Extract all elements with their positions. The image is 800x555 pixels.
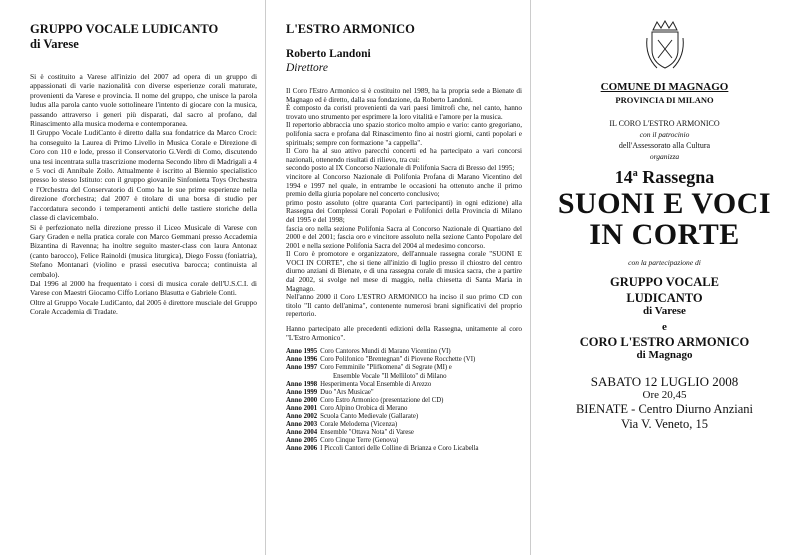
edition-choir: I Piccoli Cantori delle Colline di Brianza e Coro Licabella — [320, 445, 479, 453]
edition-row — [286, 413, 522, 421]
edition-year: Anno 1996 — [286, 356, 318, 364]
organizza-label: organizza — [649, 152, 680, 161]
estro-paragraph: Il Coro è promotore e organizzatore, dell'annuale rassegna corale "SUONI E VOCI IN CORTE", che si tiene all'inizio di luglio presso il chiostro del centro diurno anziani di Bienate, e di una rassegna corale di musica sacra, che a partire dal 2002, si svolge nel mese di maggio, nella chiesetta di Santa Maria in Magnago. — [286, 250, 522, 293]
poster-column — [530, 0, 800, 555]
edition-year: Anno 2004 — [286, 429, 318, 437]
estro-paragraph: secondo posto al IX Concorso Nazionale di Polifonia Sacra di Bresso del 1995; — [286, 164, 515, 173]
edition-choir: Coro Cantores Mundi di Marano Vicentino (VI) — [320, 348, 451, 356]
edition-row — [286, 373, 522, 381]
coat-of-arms-icon — [643, 18, 687, 72]
estro-paragraph: primo posto assoluto (oltre quaranta Cori partecipanti) in ogni edizione) alla Rassegna dei Complessi Corali Popolari e Polifonici della Provincia di Milano del 1995 e del 1998; — [286, 198, 522, 224]
editions-intro: Hanno partecipato alle precedenti edizioni della Rassegna, unitamente al coro "L'Estro Armonico". — [286, 325, 522, 342]
edition-choir: Coro Polifonico "Brentegnan" di Piovene Rocchette (VI) — [320, 356, 476, 364]
edition-row — [286, 397, 522, 405]
ludicanto-paragraph: Il Gruppo Vocale LudiCanto è diretto dalla sua fondatrice da Marco Croci: ha conseguito la Laurea di Primo Livello in Musica Corale e Direzione di Coro con 110 e lode, presso il Conservatorio G.Verdi di Como, discutendo una tesi incentrata sulla trascrizione moderna Secondo libro di Madrigali a 4 e 5 voci di Annibale Zoilo. Attualmente è iscritto al Biennio specialistico presso lo stesso Istituto: con il gruppo giovanile Sinfonietta Toys Orchestra e l'Orchestra del Conservatorio di Como ha le sue prime esperienze nella direzione d'orchestra; dal 2007 è titolare di una borsa di studio per l'accordatura secondo i temperamenti antichi delle tastiere storiche della classe di clavicembalo. — [30, 128, 257, 223]
edition-choir: Scuola Canto Medievale (Gallarate) — [320, 412, 419, 420]
edition-row — [286, 421, 522, 429]
edition-row — [286, 405, 522, 413]
group2-name: CORO L'ESTRO ARMONICO — [579, 335, 750, 349]
edition-choir: Coro Alpino Orobica di Merano — [320, 404, 408, 412]
edition-row — [286, 348, 522, 356]
event-venue: BIENATE - Centro Diurno Anziani — [575, 402, 754, 416]
group1-line1: GRUPPO VOCALE — [610, 275, 719, 289]
director-role: Direttore — [286, 62, 328, 74]
edition-choir: Ensemble Vocale "Il Melliloto" di Milano — [333, 372, 447, 380]
ludicanto-paragraph: Si è perfezionato nella direzione presso il Liceo Musicale di Varese con Gary Graden e nella pratica corale con Marco Gemmani presso Accademia Bizantina di Ravenna; ha inoltre seguito master-class con laura Antonaz (canto barocco), Felice Rainoldi (musica liturgica), Diego Fossu (fonìatria), Stefano Montanari (violino e prassi esecutiva barocca; continuista al cembalo). — [30, 222, 257, 279]
patrocinio-label: con il patrocinio — [639, 130, 690, 139]
estro-paragraph: Il repertorio abbraccia uno spazio storico molto ampio e vario: canto gregoriano, polifonia sacra e profana dal Rinascimento fino ai nostri giorni, canti popolari e spirituals; sempre con formazione "a cappella". — [286, 121, 522, 147]
edition-row — [286, 381, 522, 389]
edition-choir: Coro Estro Armonico (presentazione del CD) — [320, 396, 444, 404]
edition-row — [286, 437, 522, 445]
edition-year: Anno 2001 — [286, 404, 318, 412]
ludicanto-paragraph: Si è costituito a Varese all'inizio del 2007 ad opera di un gruppo di appassionati di varie nazionalità con diverse esperienze corali maturate, provenienti da Varese e provincia. Il nome del gruppo, che unisce la parola ludus alla parola canto vuole sottolineare l'intento di giocare con la musica, passando attraverso i generi più disparati, dal sacro al profano, dal Rinascimento alla musica moderna e contemporanea. — [30, 72, 257, 129]
rassegna-word: Rassegna — [642, 167, 715, 187]
edition-choir: Hesperimenta Vocal Ensemble di Arezzo — [320, 380, 432, 388]
edition-year: Anno 1999 — [286, 388, 318, 396]
coro-organizer: IL CORO L'ESTRO ARMONICO — [609, 119, 720, 128]
editions-list — [286, 348, 522, 453]
estro-paragraph: Nell'anno 2000 il Coro L'ESTRO ARMONICO ha inciso il suo primo CD con titolo "Il canto dell'anima", contenente numerosi brani significativi del proprio repertorio. — [286, 293, 522, 319]
edition-year: Anno 2003 — [286, 421, 318, 429]
event-time: Ore 20,45 — [642, 389, 687, 401]
edition-row — [286, 389, 522, 397]
ludicanto-subtitle: di Varese — [30, 37, 79, 51]
director-name: Roberto Landoni — [286, 48, 371, 60]
estro-paragraph: vincitore al Concorso Nazionale di Polifonia Profana di Marano Vicentino del 1994 e 1997 nel quale, in entrambe le occasioni ha ottenuto anche il primo premio della giuria popolare nel concerto conclusivo; — [286, 172, 522, 199]
group1-place: di Varese — [643, 305, 686, 317]
ludicanto-body — [30, 72, 257, 317]
ludicanto-column — [0, 0, 265, 555]
and-label: e — [662, 321, 667, 333]
event-title-line1: SUONI E VOCI — [557, 187, 772, 220]
edition-row — [286, 356, 522, 364]
estro-paragraph: Il Coro ha al suo attivo parecchi concerti ed ha partecipato a vari concorsi nazionali, ottenendo risultati di rilievo, tra cui: — [286, 147, 522, 164]
rassegna-number: 14 — [614, 167, 633, 187]
edition-row — [286, 445, 522, 453]
estro-paragraph: Il Coro l'Estro Armonico si è costituito nel 1989, ha la propria sede a Bienate di Magnago ed è diretto, dalla sua fondazione, da Roberto Landoni. — [286, 87, 522, 104]
assessorato-label: dell'Assessorato alla Cultura — [618, 141, 711, 150]
ludicanto-title: GRUPPO VOCALE LUDICANTO — [30, 22, 219, 36]
event-address: Via V. Veneto, 15 — [620, 417, 709, 431]
rassegna-ordinal: a — [632, 168, 638, 179]
edition-year: Anno 1997 — [286, 364, 318, 372]
edition-choir: Coro Cinque Terre (Genova) — [320, 437, 399, 445]
edition-year: Anno 1995 — [286, 348, 318, 356]
estro-paragraph: È composto da coristi provenienti da vari paesi limitrofi che, nel canto, hanno trovato uno strumento per esprimere la loro vitalità e l'amore per la musica. — [286, 104, 522, 121]
comune-title: COMUNE DI MAGNAGO — [600, 81, 729, 93]
edition-row — [286, 364, 522, 372]
edition-choir: Duo "Ars Musicae" — [320, 388, 374, 396]
estro-title: L'ESTRO ARMONICO — [286, 22, 415, 36]
estro-paragraph: fascia oro nella sezione Polifonia Sacra al Concorso Nazionale di Quartiano del 2000 e del 2001; fascia oro e vincitore assoluto nella sezione Canto Popolare del 2001 e nella sezione Polifonia Sacra del 2004 al medesimo concorso. — [286, 224, 522, 250]
edition-year: Anno 2002 — [286, 412, 318, 420]
edition-year: Anno 2000 — [286, 396, 318, 404]
estro-body — [286, 87, 522, 342]
group2-place: di Magnago — [636, 349, 693, 361]
event-title-line2: IN CORTE — [589, 218, 740, 251]
rassegna-edition — [539, 167, 790, 188]
group1-line2: LUDICANTO — [626, 291, 703, 305]
edition-year: Anno 2005 — [286, 437, 318, 445]
edition-row — [286, 429, 522, 437]
edition-choir: Coro Femminile "Plifkomena" di Segrate (MI) e — [320, 364, 452, 372]
ludicanto-paragraph: Dal 1996 al 2000 ha frequentato i corsi di musica corale dell'U.S.C.I. di Varese con Maestri Giocamo Ciffo Loriano Blasutta e Gabriele Conti. — [30, 278, 257, 298]
partecipazione-label: con la partecipazione di — [628, 258, 701, 267]
provincia-label: PROVINCIA DI MILANO — [615, 95, 714, 105]
edition-choir: Corale Melodema (Vicenza) — [320, 421, 398, 429]
edition-year: Anno 2006 — [286, 445, 318, 453]
edition-year: Anno 1998 — [286, 380, 318, 388]
ludicanto-paragraph: Oltre al Gruppo Vocale LudiCanto, dal 2005 è direttore musciale del Gruppo Corale Accademia di Tradate. — [30, 297, 257, 317]
event-date: SABATO 12 LUGLIO 2008 — [590, 374, 739, 389]
estro-armonico-column — [265, 0, 530, 555]
edition-choir: Ensemble "Ottava Nota" di Varese — [320, 429, 414, 437]
